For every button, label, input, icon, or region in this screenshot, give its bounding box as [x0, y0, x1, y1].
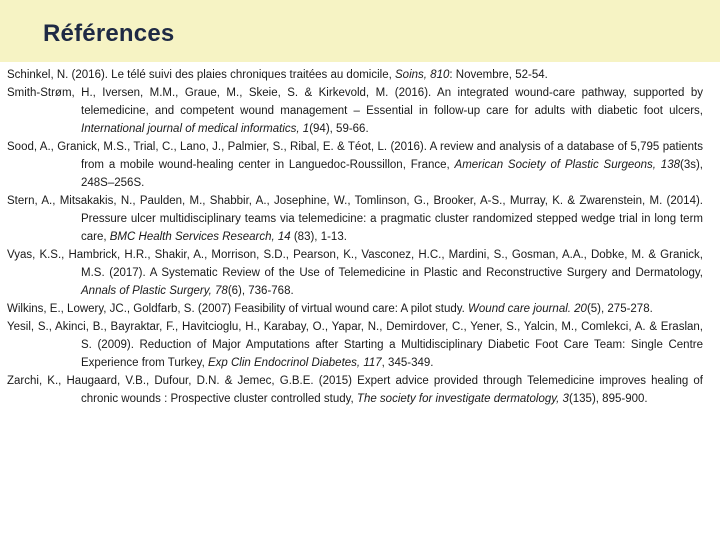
reference-text: Sood, A., Granick, M.S., Trial, C., Lano, J., Palmier, S., Ribal, E. & Téot, L. (2016). A review and analysis of a database of 5,795 patients from a mobile wound-healing center in Languedoc-Roussillon, France, [7, 141, 703, 171]
reference-text: Stern, A., Mitsakakis, N., Paulden, M., Shabbir, A., Josephine, W., Tomlinson, G., Brooker, A-S., Murray, K. & Zwarenstein, M. (2014). Pressure ulcer multidisciplinary teams via telemedicine: a pragmatic cluster randomized stepped wedge trial in long term care, [7, 195, 703, 243]
reference-pages: (94), 59-66. [309, 123, 369, 135]
reference-text: Schinkel, N. (2016). Le télé suivi des plaies chroniques traitées au domicile, [7, 69, 396, 81]
reference-pages: , 345-349. [381, 357, 434, 369]
reference-pages: (5), 275-278. [586, 303, 653, 315]
reference-pages: (3s), 248S–256S. [81, 159, 703, 189]
reference-source: Wound care journal. 20 [468, 303, 587, 315]
reference-source: International journal of medical informatics, 1 [81, 123, 310, 135]
reference-source: American Society of Plastic Surgeons, 138 [454, 159, 680, 171]
reference-item [7, 372, 703, 408]
reference-item [7, 84, 703, 138]
reference-source: BMC Health Services Research, 14 [109, 231, 291, 243]
page-title: Références [43, 20, 175, 47]
reference-item [7, 300, 703, 318]
reference-source: Exp Clin Endocrinol Diabetes, 117 [207, 357, 382, 369]
reference-item [7, 66, 703, 84]
reference-pages: : Novembre, 52-54. [449, 69, 548, 81]
reference-source: Annals of Plastic Surgery, 78 [81, 285, 228, 297]
reference-text: Vyas, K.S., Hambrick, H.R., Shakir, A., Morrison, S.D., Pearson, K., Vasconez, H.C., Mardini, S., Gosman, A.A., Dobke, M. & Granick, M.S. (2017). A Systematic Review of the Use of Telemedicine in Plastic and Reconstructive Surgery and Dermatology, [7, 249, 703, 279]
reference-text: Wilkins, E., Lowery, JC., Goldfarb, S. (2007) Feasibility of virtual wound care: A pilot study. [7, 303, 469, 315]
reference-list [7, 66, 703, 408]
reference-item [7, 138, 703, 192]
reference-item [7, 246, 703, 300]
reference-pages: (6), 736-768. [227, 285, 294, 297]
reference-text: Smith-Strøm, H., Iversen, M.M., Graue, M., Skeie, S. & Kirkevold, M. (2016). An integrated wound-care pathway, supported by telemedicine, and competent wound management – Essential in follow-up care for adults with diabetic foot ulcers, [7, 87, 703, 117]
reference-source: Soins, 810 [395, 69, 450, 81]
reference-text: Zarchi, K., Haugaard, V.B., Dufour, D.N. & Jemec, G.B.E. (2015) Expert advice provided through Telemedicine improves healing of chronic wounds : Prospective cluster controlled study, [7, 375, 703, 405]
reference-pages: (135), 895-900. [568, 393, 648, 405]
reference-item [7, 192, 703, 246]
reference-source: The society for investigate dermatology, 3 [356, 393, 569, 405]
reference-pages: (83), 1-13. [290, 231, 347, 243]
reference-item [7, 318, 703, 372]
reference-text: Yesil, S., Akinci, B., Bayraktar, F., Havitcioglu, H., Karabay, O., Yapar, N., Demirdover, C., Yener, S., Yalcin, M., Comlekci, A. & Eraslan, S. (2009). Reduction of Major Amputations after Starting a Multidisciplinary Diabetic Foot Care Team: Single Centre Experience from Turkey, [7, 321, 703, 369]
